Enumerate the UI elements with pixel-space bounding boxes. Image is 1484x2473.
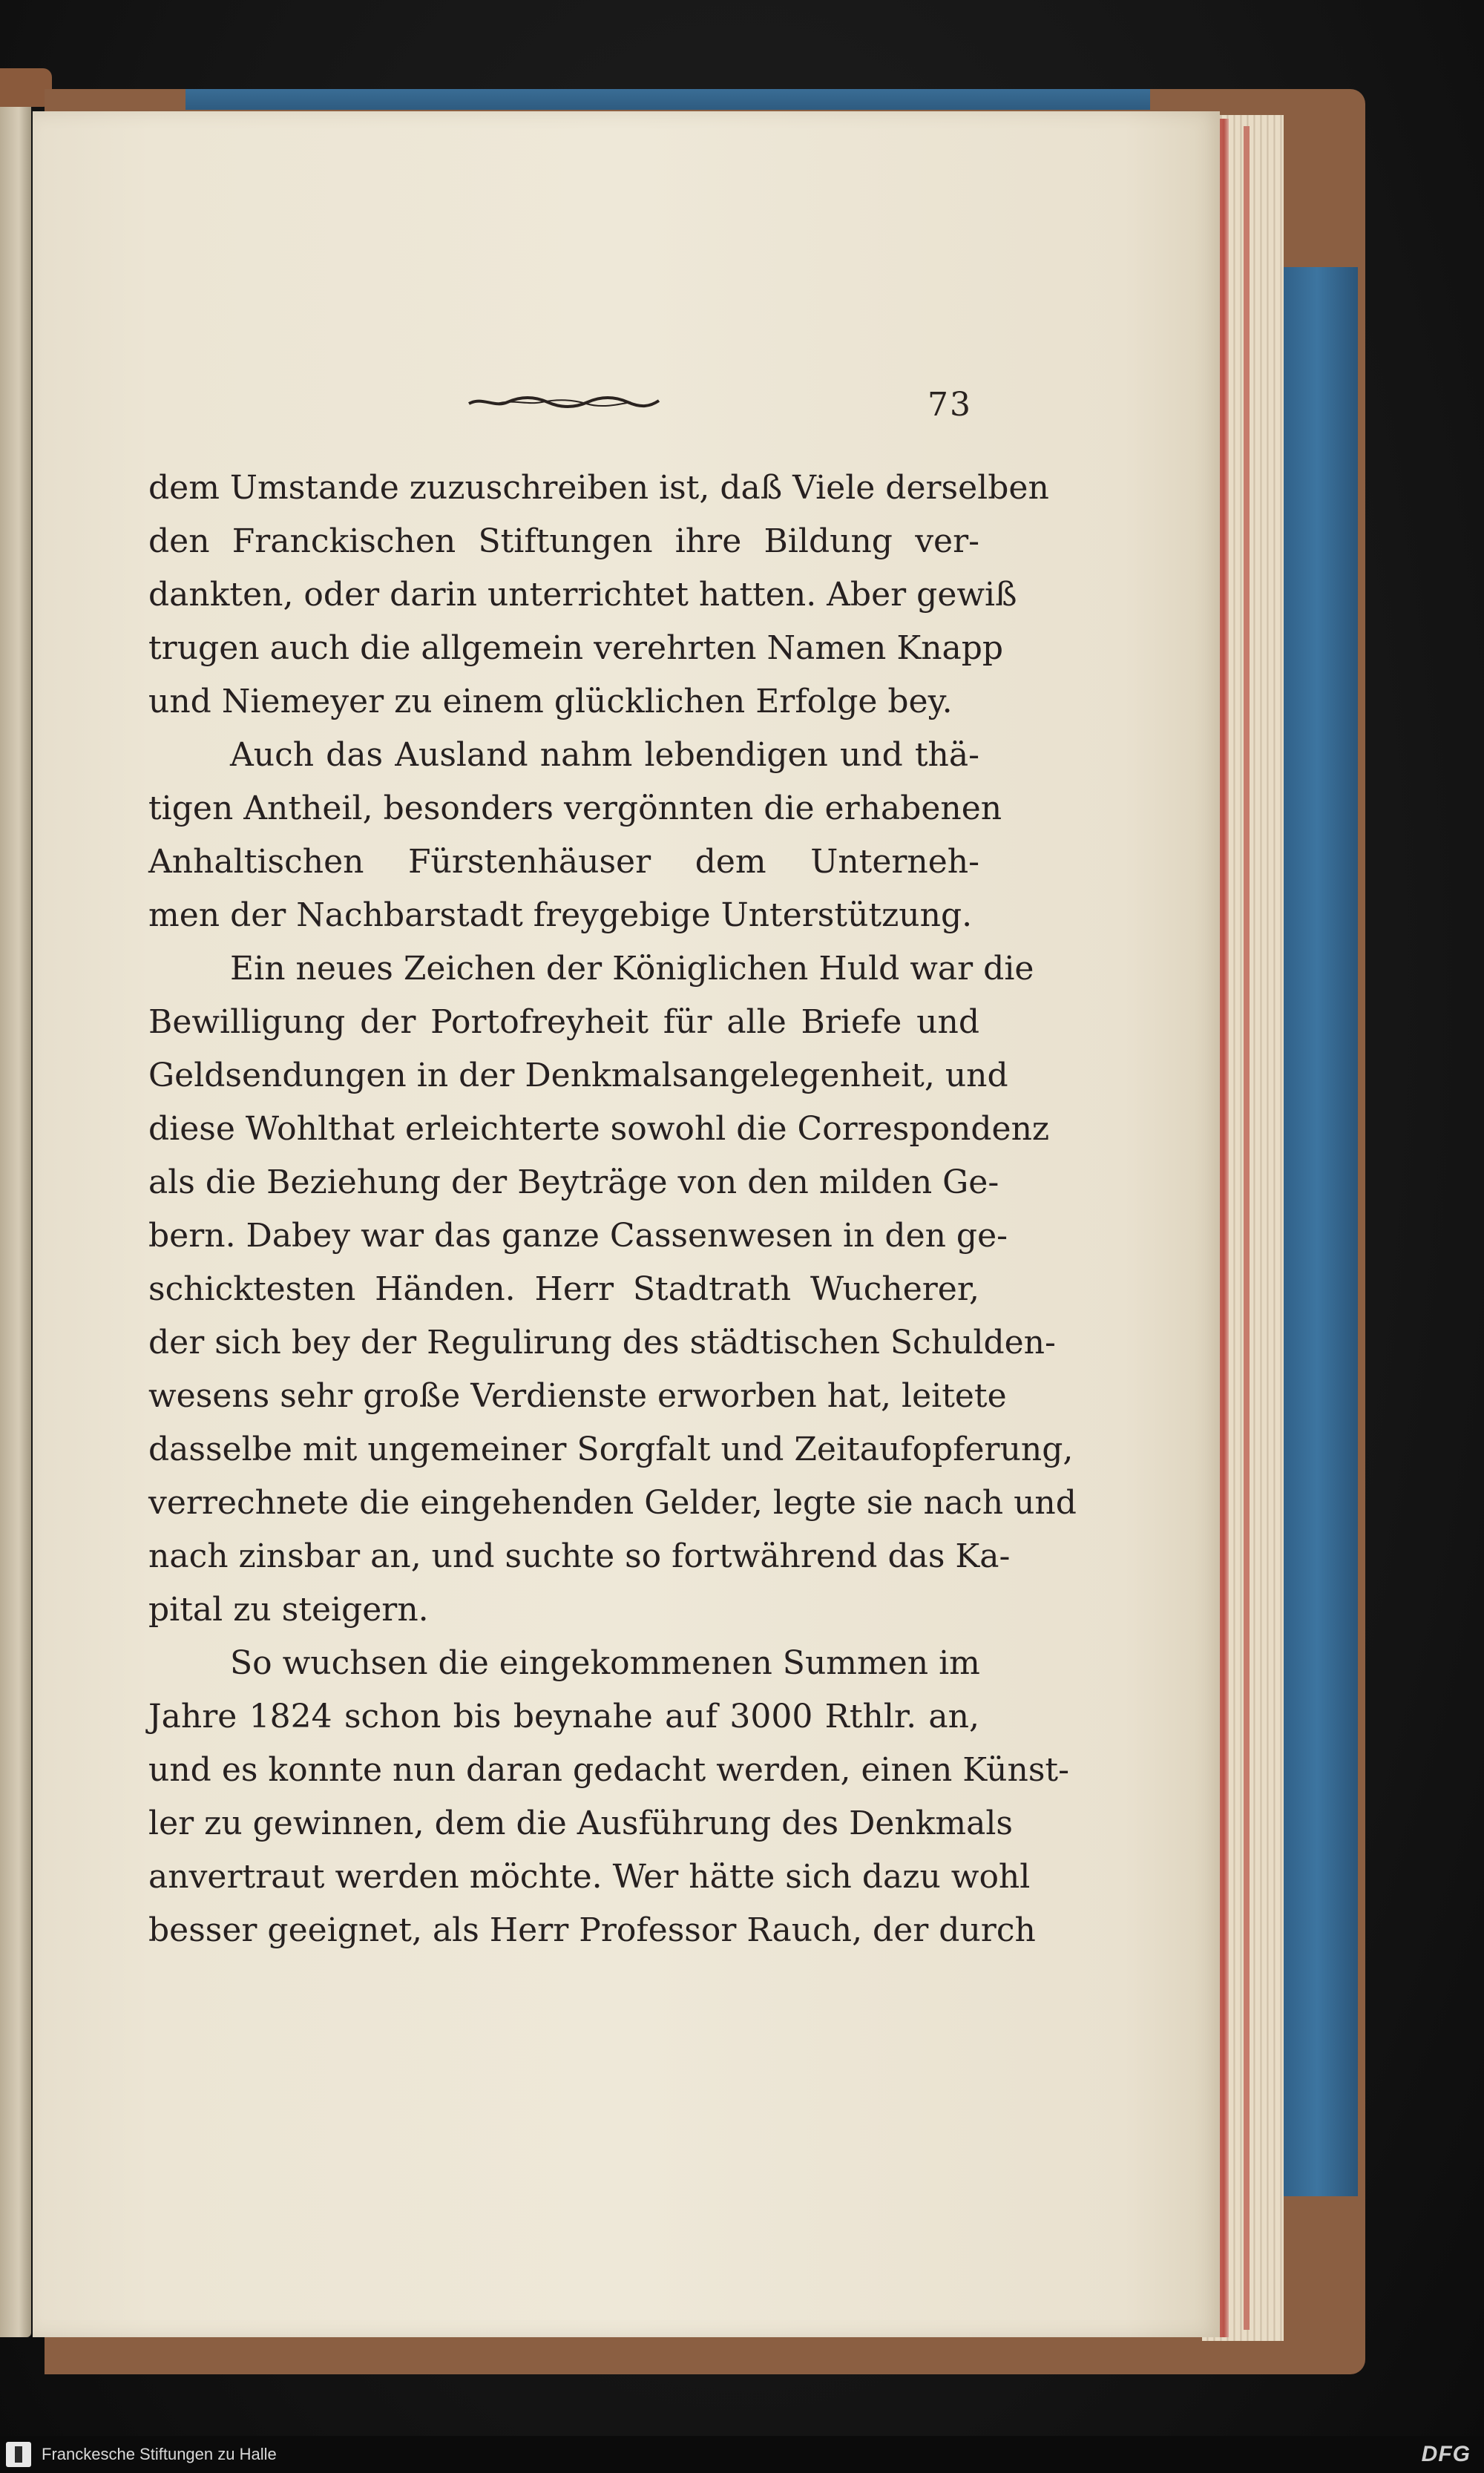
- text-line: wesens sehr große Verdienste erworben hat, leitete: [148, 1377, 1007, 1415]
- text-line: als die Beziehung der Beyträge von den milden Ge-: [148, 1163, 999, 1201]
- text-line: pital zu steigern.: [148, 1591, 429, 1629]
- text-line: tigen Antheil, besonders vergönnten die erhabenen: [148, 789, 1002, 827]
- text-line: nach zinsbar an, und suchte so fortwährend das Ka-: [148, 1537, 1011, 1575]
- dfg-logo: DFG: [1421, 2442, 1471, 2466]
- text-line: schicktesten Händen. Herr Stadtrath Wucherer,: [148, 1270, 979, 1308]
- text-line: trugen auch die allgemein verehrten Namen Knapp: [148, 629, 1004, 667]
- viewer-footer: [0, 2436, 1484, 2473]
- text-line: Ein neues Zeichen der Königlichen Huld war die: [230, 950, 1034, 988]
- body-text: [148, 462, 1077, 1957]
- text-line: und es konnte nun daran gedacht werden, einen Künst-: [148, 1751, 1069, 1789]
- red-page-edge-inner: [1244, 126, 1250, 2330]
- text-line: Anhaltischen Fürstenhäuser dem Unterneh-: [148, 843, 979, 881]
- institution-label: Franckesche Stiftungen zu Halle: [42, 2445, 277, 2463]
- text-line: verrechnete die eingehenden Gelder, legte sie nach und: [148, 1484, 1077, 1522]
- text-line: den Franckischen Stiftungen ihre Bildung ver-: [148, 522, 979, 560]
- text-line: und Niemeyer zu einem glücklichen Erfolge bey.: [148, 683, 953, 720]
- left-page-edge: [0, 82, 31, 2337]
- cover-blue-band-top: [186, 89, 1150, 110]
- text-line: So wuchsen die eingekommenen Summen im: [230, 1644, 980, 1682]
- text-line: Geldsendungen in der Denkmalsangelegenheit, und: [148, 1057, 1008, 1094]
- text-line: Bewilligung der Portofreyheit für alle Briefe und: [148, 1003, 979, 1041]
- francke-foundation-logo-icon: [6, 2442, 31, 2467]
- text-line: dem Umstande zuzuschreiben ist, daß Viele derselben: [148, 469, 1049, 507]
- text-line: dasselbe mit ungemeiner Sorgfalt und Zeitaufopferung,: [148, 1431, 1074, 1468]
- page-number: 73: [928, 386, 972, 424]
- text-line: bern. Dabey war das ganze Cassenwesen in den ge-: [148, 1217, 1008, 1255]
- text-line: besser geeignet, als Herr Professor Rauch, der durch: [148, 1911, 1036, 1949]
- header-ornament-icon: [467, 393, 660, 411]
- text-line: der sich bey der Regulirung des städtischen Schulden-: [148, 1324, 1056, 1362]
- text-line: ler zu gewinnen, dem die Ausführung des Denkmals: [148, 1804, 1013, 1842]
- text-line: anvertraut werden möchte. Wer hätte sich dazu wohl: [148, 1858, 1031, 1896]
- text-line: diese Wohlthat erleichterte sowohl die Correspondenz: [148, 1110, 1050, 1148]
- text-line: men der Nachbarstadt freygebige Unterstützung.: [148, 896, 973, 934]
- text-line: dankten, oder darin unterrichtet hatten. Aber gewiß: [148, 576, 1017, 614]
- page-header: [148, 386, 972, 423]
- cover-blue-spine: [1276, 267, 1358, 2196]
- text-line: Auch das Ausland nahm lebendigen und thä-: [230, 736, 979, 774]
- text-line: Jahre 1824 schon bis beynahe auf 3000 Rthlr. an,: [148, 1698, 979, 1735]
